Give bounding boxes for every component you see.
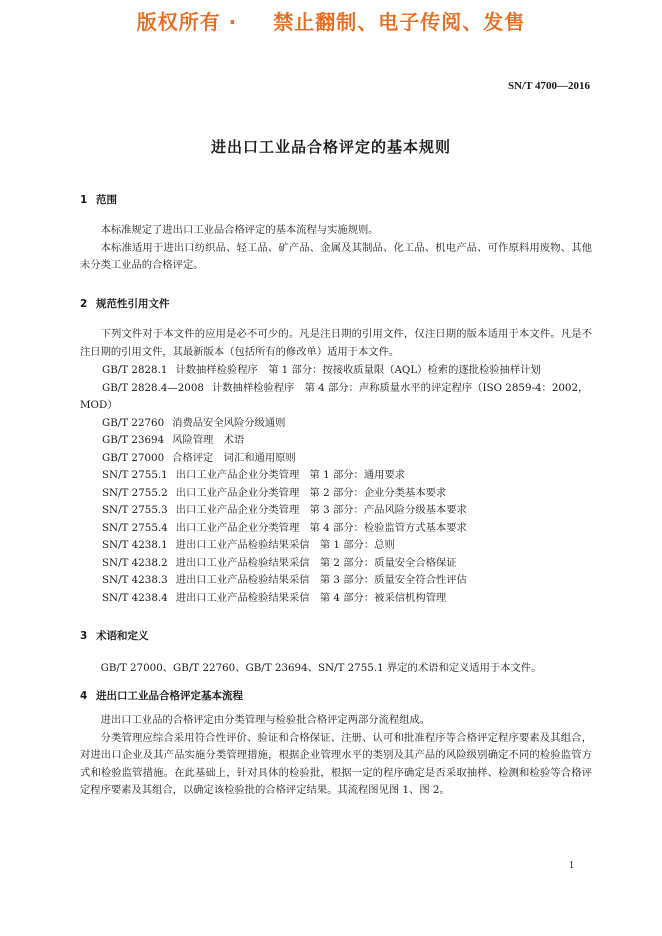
reference-code: GB/T 27000 xyxy=(102,451,165,464)
normative-references-list xyxy=(80,362,592,607)
page-number: 1 xyxy=(569,860,574,871)
reference-code: SN/T 4238.2 xyxy=(102,556,168,569)
reference-title: 进出口工业产品检验结果采信 第 4 部分：被采信机构管理 xyxy=(175,591,447,604)
reference-title: 出口工业产品企业分类管理 第 3 部分：产品风险分级基本要求 xyxy=(175,504,467,516)
reference-item xyxy=(102,415,592,433)
reference-title: 风险管理 术语 xyxy=(172,434,245,446)
reference-title: 进出口工业产品检验结果采信 第 3 部分：质量安全符合性评估 xyxy=(175,574,467,586)
paragraph: 下列文件对于本文件的应用是必不可少的。凡是注日期的引用文件，仅注日期的版本适用于本文件。凡是不注日期的引用文件，其最新版本（包括所有的修改单）适用于本文件。 xyxy=(80,328,592,358)
section-title: 规范性引用文件 xyxy=(96,298,170,310)
section-title: 术语和定义 xyxy=(96,630,149,642)
paragraph: GB/T 27000、GB/T 22760、GB/T 23694、SN/T 2755.1 界定的术语和定义适用于本文件。 xyxy=(100,662,542,674)
section-4-heading xyxy=(80,688,243,703)
reference-title: 合格评定 词汇和通用原则 xyxy=(172,451,296,464)
reference-title: 计数抽样检验程序 第 1 部分：按接收质量限（AQL）检索的逐批检验抽样计划 xyxy=(175,364,541,376)
reference-title: 进出口工业产品检验结果采信 第 1 部分：总则 xyxy=(175,539,395,551)
paragraph: 本标准适用于进出口纺织品、轻工品、矿产品、金属及其制品、化工品、机电产品、可作原料用废物、其他未分类工业品的合格评定。 xyxy=(80,241,592,271)
reference-title: 出口工业产品企业分类管理 第 2 部分：企业分类基本要求 xyxy=(175,486,447,499)
reference-item xyxy=(102,362,592,380)
section-number: 2 xyxy=(80,298,88,310)
reference-code: SN/T 4238.3 xyxy=(102,574,168,586)
reference-item xyxy=(102,467,592,485)
reference-item xyxy=(102,520,592,538)
reference-code: GB/T 2828.1 xyxy=(102,364,168,376)
reference-code: SN/T 2755.1 xyxy=(102,469,168,481)
section-1-heading xyxy=(80,192,117,207)
reference-item xyxy=(102,502,592,520)
reference-code: SN/T 4238.4 xyxy=(102,591,168,604)
reference-item xyxy=(102,432,592,450)
section-title: 进出口工业品合格评定基本流程 xyxy=(96,690,243,702)
reference-code: SN/T 2755.4 xyxy=(102,521,168,534)
standard-code: SN/T 4700—2016 xyxy=(507,80,590,92)
reference-item xyxy=(102,590,592,608)
section-number: 3 xyxy=(80,630,88,642)
section-title: 范围 xyxy=(96,194,117,206)
reference-item xyxy=(102,537,592,555)
watermark-text-1: 版权所有 · xyxy=(136,10,238,34)
section-2-heading xyxy=(80,296,170,311)
reference-code: GB/T 22760 xyxy=(102,416,165,429)
reference-code: SN/T 4238.1 xyxy=(102,539,168,551)
reference-code: SN/T 2755.2 xyxy=(102,486,168,499)
reference-title: 出口工业产品企业分类管理 第 1 部分：通用要求 xyxy=(175,469,406,481)
section-1-body xyxy=(80,222,592,275)
copyright-watermark xyxy=(0,6,662,35)
reference-item xyxy=(102,450,592,468)
paragraph: 分类管理应综合采用符合性评价、验证和合格保证、注册、认可和批准程序等合格评定程序要素及其组合，对进出口企业及其产品实施分类管理措施，根据企业管理水平的类别及其产品的风险级别确定不同的检验监管方式和检验监管措施。在此基础上，针对具体的检验批，根据一定的程序确定是否采取抽样、检测和检验等合格评定程序要素及其组合，以确定该检验批的合格评定结果。其流程图见图 1、图 2。 xyxy=(80,731,592,796)
watermark-text-2: 禁止翻制、电子传阅、发售 xyxy=(273,10,526,34)
reference-item xyxy=(102,555,592,573)
paragraph: 本标准规定了进出口工业品合格评定的基本流程与实施规则。 xyxy=(100,224,379,236)
reference-title: 进出口工业产品检验结果采信 第 2 部分：质量安全合格保证 xyxy=(175,556,457,569)
reference-item xyxy=(102,485,592,503)
section-number: 4 xyxy=(80,690,88,702)
reference-title: 消费品安全风险分级通则 xyxy=(172,416,286,429)
section-2-intro xyxy=(80,326,592,361)
paragraph: 进出口工业品的合格评定由分类管理与检验批合格评定两部分流程组成。 xyxy=(100,714,431,726)
document-title: 进出口工业品合格评定的基本规则 xyxy=(210,138,451,156)
reference-code: SN/T 2755.3 xyxy=(102,504,168,516)
section-number: 1 xyxy=(80,194,88,206)
reference-item xyxy=(102,572,592,590)
reference-title: 出口工业产品企业分类管理 第 4 部分：检验监管方式基本要求 xyxy=(175,521,467,534)
reference-code: GB/T 2828.4—2008 xyxy=(102,381,204,394)
section-3-body xyxy=(80,660,592,678)
reference-code: GB/T 23694 xyxy=(102,434,165,446)
section-4-body xyxy=(80,712,592,800)
reference-item xyxy=(80,380,592,415)
reference-title: 计数抽样检验程序 第 4 部分：声称质量水平的评定程序（ISO 2859-4：2002，MOD） xyxy=(80,381,589,411)
section-3-heading xyxy=(80,628,149,643)
